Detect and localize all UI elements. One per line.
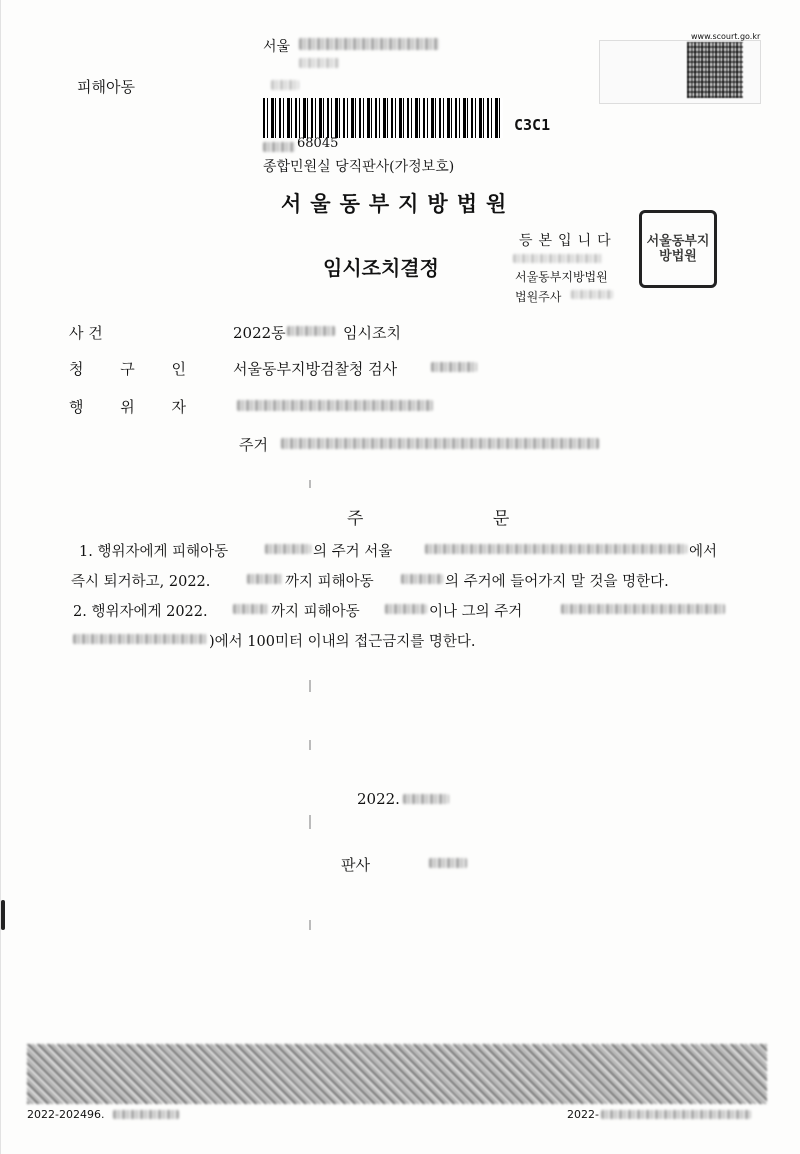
doc-code: C3C1 <box>514 116 551 134</box>
actor-label: 행 위 자 <box>69 398 203 416</box>
order-item1-e: 까지 피해아동 <box>285 574 374 590</box>
redacted-date-1 <box>247 574 283 584</box>
scan-mark <box>309 680 311 692</box>
redacted-address <box>299 38 439 50</box>
redacted-address-3 <box>561 604 725 614</box>
order-item1-f: 의 주거에 들어가지 말 것을 명한다. <box>445 574 669 590</box>
claimant-label: 청 구 인 <box>69 360 203 378</box>
cert-court: 서울동부지방법원 <box>515 270 608 284</box>
redacted-doc-number-left <box>113 1110 179 1119</box>
scan-mark <box>309 920 311 930</box>
decision-date: 2022. <box>357 790 400 808</box>
judge-label: 판사 <box>341 856 370 874</box>
case-value-suffix: 임시조치 <box>343 324 401 342</box>
document-title: 임시조치결정 <box>323 256 439 280</box>
order-item2-a: 2. 행위자에게 2022. <box>73 604 208 620</box>
cert-stamp-label: 등본입니다 <box>519 233 617 249</box>
cert-clerk: 법원주사 <box>515 290 562 304</box>
redacted-date-2 <box>233 604 269 614</box>
redacted-prosecutor <box>431 362 477 372</box>
court-name: 서울동부지방법원 <box>281 192 516 216</box>
order-item2-b: 까지 피해아동 <box>271 604 360 620</box>
site-url: www.scourt.go.kr <box>691 32 761 41</box>
case-label: 사 건 <box>69 324 103 342</box>
order-item2-d: )에서 100미터 이내의 접근금지를 명한다. <box>209 634 476 650</box>
redacted-judge-name <box>429 858 467 868</box>
bottom-barcode-strip <box>27 1044 767 1104</box>
order-item1-b: 의 주거 서울 <box>313 544 393 560</box>
redacted-actor-address <box>281 438 599 449</box>
scan-mark <box>309 480 311 488</box>
order-item1-c: 에서 <box>689 544 718 560</box>
redacted-doc-number-right <box>601 1110 751 1119</box>
scan-mark <box>309 740 311 750</box>
order-item2-c: 이나 그의 주거 <box>429 604 523 620</box>
victim-label: 피해아동 <box>77 78 135 96</box>
redacted-cert-date <box>513 254 603 263</box>
order-heading: 주 문 <box>347 509 572 529</box>
redacted-case-number <box>287 326 335 336</box>
order-item1-a: 1. 행위자에게 피해아동 <box>79 544 229 560</box>
address-prefix: 서울 <box>263 39 291 55</box>
redacted-clerk-name <box>571 290 613 299</box>
redacted-address-2 <box>299 58 339 68</box>
redacted-victim-name-3 <box>385 604 427 614</box>
qr-code-image <box>687 42 743 98</box>
redacted-victim-name-2 <box>401 574 443 584</box>
redacted-victim-name <box>265 544 311 554</box>
redacted-name <box>271 80 299 90</box>
redacted-victim-address <box>425 544 687 554</box>
case-value-prefix: 2022동 <box>233 324 286 342</box>
office-line: 종합민원실 당직판사(가정보호) <box>263 159 455 175</box>
redacted-barcode-number <box>263 142 295 152</box>
claimant-value: 서울동부지방검찰청 검사 <box>233 360 398 378</box>
address-label: 주거 <box>239 436 268 454</box>
redacted-actor <box>237 400 433 411</box>
order-item1-d: 즉시 퇴거하고, 2022. <box>71 574 211 590</box>
doc-number-left: 2022-202496. <box>27 1108 105 1121</box>
doc-number-right: 2022- <box>567 1108 599 1121</box>
scan-edge-mark <box>1 900 5 930</box>
barcode-image <box>263 98 503 138</box>
redacted-decision-date <box>403 794 449 804</box>
court-seal <box>639 210 717 288</box>
scan-mark <box>309 815 311 829</box>
redacted-address-4 <box>73 634 207 644</box>
seal-text: 서울동부지방법원 <box>646 234 710 264</box>
barcode-number: 68045 <box>297 136 339 151</box>
